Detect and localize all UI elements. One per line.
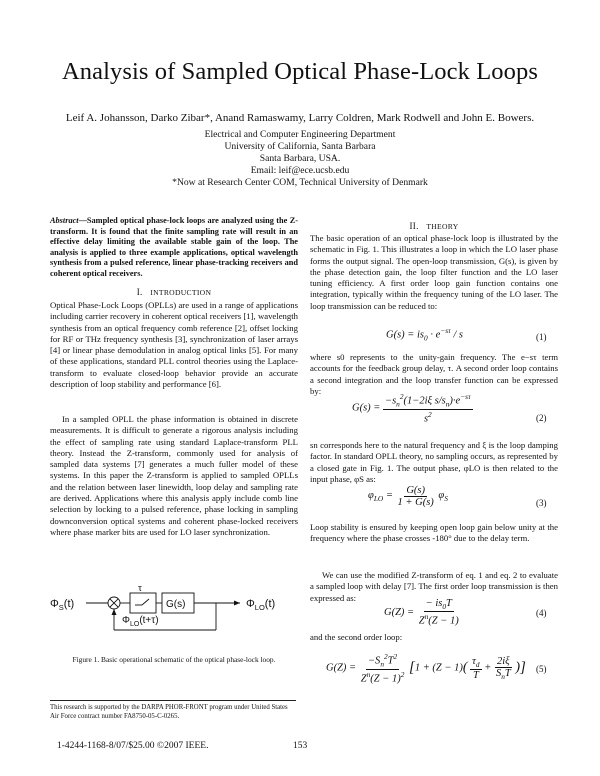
abstract-label: Abstract: [50, 216, 79, 225]
section-heading-theory: [310, 221, 558, 231]
theory-paragraph-1: The basic operation of an optical phase-lock loop is illustrated by the schematic in Fig. 1. This illustrates a loop in which the LO laser phase forms the output signal. The open-loop transmission, G(s), is given by the phase detection gain, the loop filter function and the LO laser tuning efficiency. A first order loop gain function contains one integration, typically within the frequency tuning of the LO laser. The loop transmission can be reduced to:: [310, 233, 558, 311]
intro-paragraph-1: Optical Phase-Lock Loops (OPLLs) are used in a range of applications including carrier recovery in coherent optical receivers [1], wavelength synthesis from an optical frequency comb reference [2], offset locking for RF or THz frequency synthesis [3], synchronization of laser arrays [4] or linear phase demodulation in analog optical links [5]. For many of these applications, standard PLL control theories using the Laplace-transform to evaluate closed-loop behavior provide an accurate description of loop stability and performance [6].: [50, 300, 298, 390]
delay-label: τ: [138, 583, 143, 594]
affiliation-email: Email: leif@ece.ucsb.edu: [250, 165, 350, 176]
equation-1: $G(s) = is_0 \cdot e^{-s\tau} / s$: [386, 326, 463, 343]
theory-paragraph-2: where s0 represents to the unity-gain frequency. The e−sτ term accounts for the feedback group delay, τ. A second order loop contains a second integration and the loop transfer function can be expressed by:: [310, 352, 558, 396]
paper-title: Analysis of Sampled Optical Phase-Lock Loops: [62, 58, 538, 85]
theory-paragraph-3: sn corresponds here to the natural frequency and ξ is the loop damping factor. In standard OPLL theory, no sampling occurs, as represented by a closed gate in Fig. 1. The output phase, φLO is then related to the input phase, φS as:: [310, 440, 558, 484]
section-title: INTRODUCTION: [150, 288, 212, 297]
equation-4: G(Z) = $\frac{- is_0T}{Z^n(Z - 1)}$: [384, 598, 459, 627]
theory-paragraph-6: and the second order loop:: [310, 632, 403, 642]
intro-paragraph-2: In a sampled OPLL the phase information is obtained in discrete measurements. It is difficult to generate a rigorous analysis including the effect of sampling rate using standard Laplace-transform PLL theory. Instead the Z-transform, commonly used for analysis of sampled data systems [7] generates a much fuller model of these systems. In this paper the Z-transform is applied to sampled OPLLs and the relation between laser linewidth, loop delay and sampling rate are derived. Applications where this analysis apply include comb line selection by locking to a pulsed reference, phase locking in sampling downconversion optical systems and coherent phase-locked receivers where phase marker bits are used for LO laser synchronization.: [50, 414, 298, 537]
equation-1-number: (1): [536, 332, 547, 342]
equation-3-number: (3): [536, 498, 547, 508]
transfer-function-label: G(s): [166, 599, 186, 610]
theory-paragraph-5: We can use the modified Z-transform of eq. 1 and eq. 2 to evaluate a sampled loop with delay [7]. The first order loop transmission is then expressed as:: [310, 570, 558, 603]
equation-5-number: (5): [536, 664, 547, 674]
equation-4-number: (4): [536, 608, 547, 618]
affiliation-line: *Now at Research Center COM, Technical University of Denmark: [172, 177, 428, 188]
delay-gate-block: [130, 593, 156, 613]
section-heading-introduction: [50, 287, 298, 297]
feedback-phase-label: $\Phi_{LO}(t+\tau)$: [122, 615, 159, 628]
section-title: THEORY: [426, 222, 459, 231]
author-list: Leif A. Johansson, Darko Zibar*, Anand Ramaswamy, Larry Coldren, Mark Rodwell and John E. Bowers.: [65, 112, 535, 124]
equation-3: $\varphi_{LO}$ = $\frac{G(s)}{1 + G(s)}$ $\varphi_S$: [368, 485, 448, 508]
equation-2-number: (2): [536, 413, 547, 423]
equation-5: G(Z) = $\frac{-S_n^2T^2}{Z^n(Z - 1)^2}$ [1 + (Z − 1)( $\frac{\tau_d}{T}$ + $\frac{2i\xi}{S_nT}$ )]: [326, 652, 526, 685]
affiliation-line: Santa Barbara, USA.: [259, 153, 341, 164]
figure-1-schematic: [50, 578, 298, 638]
footnote-rule: [50, 700, 296, 701]
input-phase-label: $\Phi_S(t)$: [50, 598, 75, 612]
abstract-text: —Sampled optical phase-lock loops are analyzed using the Z-transform. It is found that the finite sampling rate will result in an effective delay limiting the available stable gain of the loop. The analysis is applied to three example applications, optical wavelength synthesis from a pulsed reference, linear phase-tracking receivers and coherent optical receivers.: [50, 216, 298, 278]
isbn-copyright: 1-4244-1168-8/07/$25.00 ©2007 IEEE.: [57, 741, 209, 751]
theory-paragraph-4: Loop stability is ensured by keeping open loop gain below unity at the frequency where the phase crosses -180° due to the delay term.: [310, 522, 558, 544]
abstract: [50, 216, 298, 280]
equation-2: G(s) = $\frac{-s_n^2(1-2i\xi s/s_n)\cdot e^{-s\tau}}{s^2}$: [352, 392, 471, 425]
affiliation-line: University of California, Santa Barbara: [224, 141, 376, 152]
loop-schematic-svg: [50, 578, 298, 638]
affiliation-line: Electrical and Computer Engineering Department: [204, 129, 396, 140]
funding-footnote: This research is supported by the DARPA PHOR-FRONT program under United States Air Force contract number FA8750-05-C-0265.: [50, 704, 288, 720]
section-number: II.: [409, 221, 419, 231]
figure-1-caption: Figure 1. Basic operational schematic of the optical phase-lock loop.: [72, 655, 276, 664]
section-number: I.: [136, 287, 143, 297]
page-number: 153: [293, 741, 308, 751]
output-phase-label: $\Phi_{LO}(t)$: [246, 598, 276, 612]
